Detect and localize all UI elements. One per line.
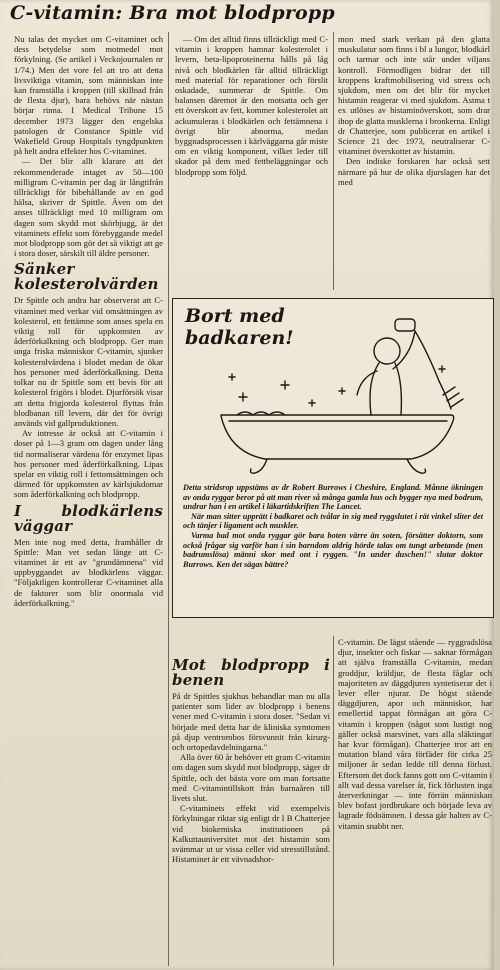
paragraph: C-vitamin. De lägst stående — ryggradslösa djur, insekter och fiskar — saknar förmågan att själva framställa C-vitamin, medan groddjur, kräldjur, de flesta fåglar och majoriteten av däggdjuren syntetiserar det i lever eller njurar. De högst stående däggdjuren, apor och människor, har emellertid tappat förmågan att göra C-vitamin i kroppen (något som lustigt nog gäller också marsvinet, vars alla släktingar har kvar förmågan). Chatterjee tror att en mutation bland våra förfäder för cirka 25 miljoner år sedan ledde till denna förlust. Eftersom det dock fanns gott om C-vitamin i allt vad dessa varelser åt, fick förlusten inga återverkningar — inte förrän människan blev bofast jordbrukare och började leva av lagrade födoämnen. I dessa går halten av C-vitamin snabbt ner.	[338, 637, 492, 831]
sidebar-box	[172, 298, 494, 618]
paragraph: När man sitter upprätt i badkaret och tvålar in sig med ryggslutet i rät vinkel sliter det och tänjer i ligament och muskler.	[183, 511, 483, 531]
article-column-1	[14, 34, 163, 608]
paragraph: — Om det alltid finns tillräckligt med C-vitamin i kroppen hamnar kolesterolet i levern, beta-lipoproteinerna hålls på låg nivå och blodkärlen får alltid tillräckligt med material för reparationer och förslit oskadade, summerar dr Spittle. Om balansen däremot är den motsatta och ger ett överskott av fett, kommer kolesterolet att ackumuleras i blodkärlen och fettämnena i övrigt blir abnorma, medan byggnadsprocessen i kärlväggarna går miste om en viktig komponent, vilket leder till skador på dem med fettbeläggningar och blodpropp som följd.	[175, 34, 328, 177]
subheading: Mot blodpropp i benen	[172, 656, 330, 689]
article-column-2	[175, 34, 328, 177]
column-rule	[333, 636, 334, 966]
paragraph: På dr Spittles sjukhus behandlar man nu alla patienter som lider av blodpropp i benens vener med C-vitamin i stora doser. "Sedan vi började med detta har de kliniska symtomen på djup ventrombos försvunnit från kirurg- och ortopedavdelningarna."	[172, 691, 330, 753]
paragraph: Varma bad mot onda ryggar gör bara boten värre än soten, försätter doktorn, som också frågar sig varför han i sin barndom aldrig hörde talas om tungt arbetande (men badrumslösa) männi skor med ont i ryggen. "In under duschen!" slutar doktor Burrows. Ken det sägas bättre?	[183, 530, 483, 569]
paragraph: Alla över 60 år behöver ett gram C-vitamin om dagen som skydd mot blodpropp, säger dr Spittle, och det bästa vore om man fortsatte med C-vitamintillskott från barnaåren till livets slut.	[172, 752, 330, 804]
article-column-3	[338, 34, 490, 187]
paragraph: C-vitaminets effekt vid exempelvis förkylningar riktar sig enligt dr I B Chatterjee vid biokemiska institutionen på Kalkuttauniversitet mot det histamin som svämmar ut ur vissa celler vid stresstillstånd. Histaminet är ett vävnadshor-	[172, 803, 330, 865]
paragraph: mon med stark verkan på den glatta muskulatur som finns i bl a lungor, blodkärl och tarmar och inte står under viljans kontroll. Förmodligen bidrar det till kroppens kraftmobilisering vid stress och sjukdom, men om det blir för mycket histamin reagerar vi med sjukdom. Astma t ex utlöses av histaminöverskott, som drar ihop de glatta musklerna i bronkerna. Enligt dr Chatterjee, som publicerat en artikel i Science 21 dec 1973, neutraliserar C-vitaminet överskottet av histamin.	[338, 34, 490, 157]
paragraph: Men inte nog med detta, framhåller dr Spittle: Man vet sedan länge att C-vitaminet är ett av "grundämnena" vid uppbyggandet av blodkärlens väggar. "Följaktligen kontrollerar C-vitaminet alla de faktorer som blir onormala vid åderförkalkning."	[14, 536, 163, 608]
article-column-4	[172, 654, 330, 864]
paragraph: Nu talas det mycket om C-vitaminet och dess betydelse som motmedel mot förkylning. (Se artikel i Veckojournalen nr 1/74.) Men det vore fel att tro att detta livsviktiga vitamin, som människan inte kan framställa i kroppen (till skillnad från de flesta djur), bara behövs när nästan börjar rinna. I Medical Tribune 15 december 1973 lägger den engelska patologen dr Constance Spittle vid Wakefield Group Hospitals tyngdpunkten på helt andra effekter hos C-vitaminet.	[14, 34, 163, 157]
column-rule	[168, 32, 169, 966]
box-text	[183, 483, 483, 569]
article-column-5	[338, 637, 492, 831]
subheading: I blodkärlens väggar	[14, 501, 163, 535]
subheading: Sänker kolesterolvärden	[14, 260, 159, 294]
paragraph: Detta stridsrop uppstäms av dr Robert Burrows i Cheshire, England. Månne ökningen av onda ryggar beror på att man river så många gamla hus och bygger nya med bodrum, undrar han i en artikel i läkartidskriften The Lancet.	[183, 483, 483, 512]
box-title: Bort med badkaren!	[185, 305, 294, 349]
headline: C-vitamin: Bra mot blodpropp	[10, 2, 335, 24]
paragraph: — Det blir allt klarare att det rekommenderade intaget av 50—100 milligram C-vitamin per dag är långtifrån tillräckligt för bibehållande av en god hälsa, skriver dr Spittle. Även om det anses tillräckligt med 10 milligram om dagen som skydd mot skörbjugg, är det vitaminets effekt som förebyggande medel mot blodpropp som gör det så viktigt att ge i stora doser, särskilt till äldre personer.	[14, 156, 163, 259]
paragraph: Av intresse är också att C-vitamin i doser på 1—3 gram om dagen under lång tid normaliserar värdena för enzymet lipas hos personer med åderförkalkning. Lipas spelar en viktig roll i fettomsättningen och därmed för uppkomsten av kärlsjukdomar som åderförkalkning och blodpropp.	[14, 428, 163, 500]
column-rule	[333, 32, 334, 290]
paragraph: Dr Spittle och andra har observerat att C-vitaminet med verkar vid omsättningen av kolesterol, ett fettämne som anses spela en viktig roll för uppkomsten av åderförkalkning och blodpropp. Ger man unga friska människor C-vitamin, sjunker kolesterolvärdena i blodet medan de ökar hos personer med åderförkalkning. Detta tolkar nu dr Spittle som ett bevis för att kolesterol frigörs i blodet. Djurförsök visar att detta frigjorda kolesterol flyttas från blodbanan till levern, där det för övrigt används vid gallproduktionen.	[14, 295, 163, 428]
paragraph: Den indiske forskaren har också sett närmare på hur de olika djurslagen har det med	[338, 156, 490, 187]
